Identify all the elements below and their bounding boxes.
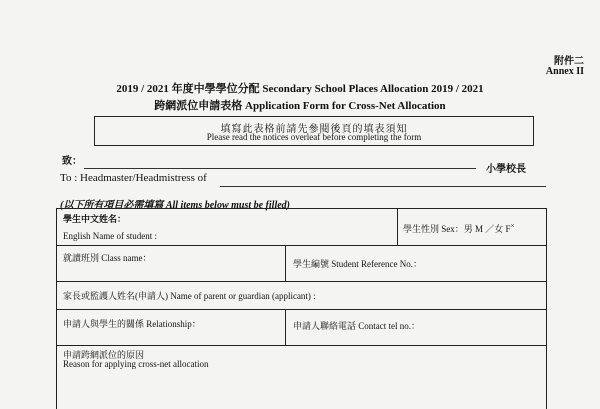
footnote-mark: × <box>510 222 515 230</box>
addressee-label-zh: 致： <box>62 156 82 167</box>
class-name-field[interactable] <box>61 245 281 281</box>
form-title-line1: 2019 / 2021 年度中學學位分配 Secondary School Places Allocation 2019 / 2021 <box>116 83 484 95</box>
annex-label-en: Annex II <box>545 66 584 77</box>
student-chinese-name-label: 學生中文姓名： <box>63 214 127 224</box>
relationship-label: 申請人與學生的關係 Relationship： <box>63 319 201 329</box>
applicant-form-table <box>56 208 547 409</box>
addressee-label-en: To : Headmaster/Headmistress of <box>60 172 207 184</box>
student-reference-field[interactable] <box>289 245 543 281</box>
parent-name-label: 家長或監護人姓名(申請人) Name of parent or guardian (applicant) : <box>63 291 316 301</box>
column-divider <box>397 209 398 245</box>
parent-name-field[interactable] <box>61 281 543 309</box>
must-fill-note: (以下所有項目必需填寫 All items below must be filled) <box>60 200 290 211</box>
student-english-name-label: English Name of student : <box>63 231 157 241</box>
row-divider <box>57 345 546 346</box>
class-name-label: 就讀班別 Class name： <box>63 253 152 263</box>
notice-text-en: Please read the notices overleaf before completing the form <box>206 132 422 142</box>
contact-tel-field[interactable] <box>289 309 543 345</box>
notice-box <box>94 116 534 146</box>
reason-label-en: Reason for applying cross-net allocation <box>63 359 209 369</box>
column-divider <box>285 245 286 281</box>
student-sex-label: 學生性別 Sex：男 M ／女 F <box>403 224 511 234</box>
student-name-field[interactable] <box>61 209 393 245</box>
reason-label-zh: 申請跨網派位的原因 <box>63 350 145 360</box>
student-reference-label: 學生編號 Student Reference No.： <box>293 259 422 269</box>
school-name-line-en[interactable] <box>220 186 546 187</box>
form-title-line2: 跨網派位申請表格 Application Form for Cross-Net Allocation <box>154 100 446 112</box>
annex-label-zh: 附件二 <box>554 56 584 67</box>
school-name-line-zh[interactable] <box>84 168 476 169</box>
school-suffix-zh: 小學校長 <box>486 164 526 175</box>
relationship-field[interactable] <box>61 309 281 345</box>
reason-field[interactable] <box>61 371 543 401</box>
contact-tel-label: 申請人聯絡電話 Contact tel no.： <box>293 321 420 331</box>
student-sex-field[interactable] <box>403 222 514 235</box>
column-divider <box>285 309 286 345</box>
notice-text-zh: 填寫此表格前請先參閱後頁的填表須知 <box>220 124 408 135</box>
